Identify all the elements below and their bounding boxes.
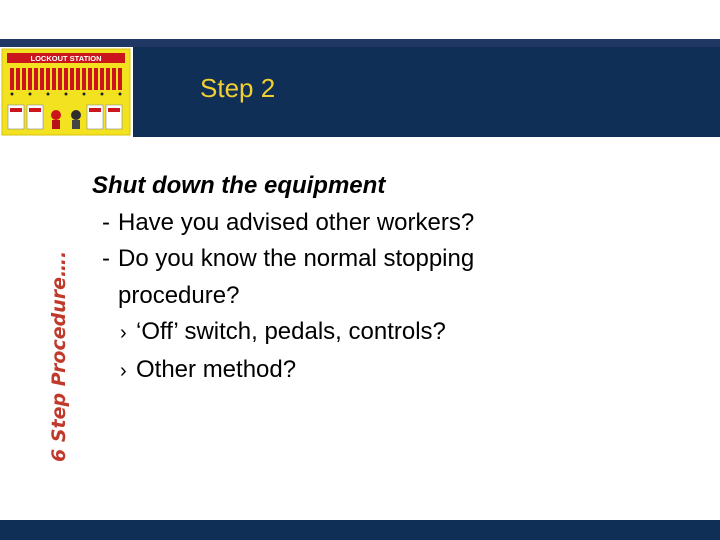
- sign-text: LOCKOUT STATION: [30, 54, 102, 63]
- list-item-text: Do you know the normal stopping: [118, 245, 475, 272]
- dash-marker: -: [102, 208, 110, 236]
- bottom-bar: [0, 520, 720, 540]
- list-item: [92, 241, 692, 278]
- slide-title: Step 2: [200, 73, 276, 103]
- dash-marker: -: [102, 245, 110, 272]
- list-item-continuation: [92, 278, 692, 315]
- chevron-marker: ›: [120, 322, 127, 344]
- chevron-marker: ›: [120, 359, 127, 382]
- content-list: [92, 168, 692, 389]
- list-item: [92, 205, 692, 242]
- content-heading: Shut down the equipment: [92, 172, 386, 199]
- lockout-station-image: [0, 47, 133, 137]
- list-item: [92, 314, 692, 352]
- top-rule: [0, 39, 720, 47]
- side-label: 6 Step Procedure….: [48, 250, 70, 462]
- list-item: [92, 352, 692, 390]
- list-item-text: Have you advised other workers?: [118, 208, 475, 236]
- list-item-text: Other method?: [136, 355, 297, 383]
- list-item-text: ‘Off’ switch, pedals, controls?: [136, 318, 446, 345]
- list-item-text: procedure?: [118, 281, 240, 309]
